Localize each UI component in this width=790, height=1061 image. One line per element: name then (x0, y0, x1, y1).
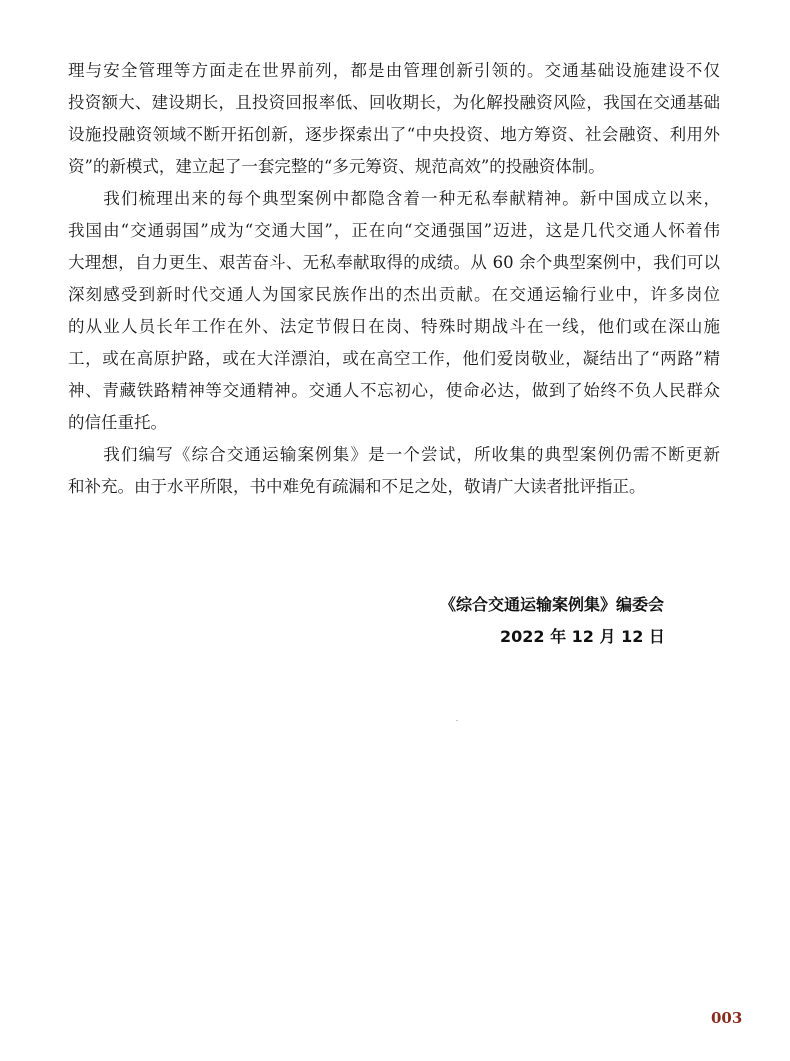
text-line: 我们梳理出来的每个典型案例中都隐含着一种无私奉献精神。新中国成立以来， (68, 189, 720, 208)
text-line: 和补充。由于水平所限，书中难免有疏漏和不足之处，敬请广大读者批评指正。 (68, 477, 646, 496)
scan-speck (456, 720, 458, 721)
text-line: 理与安全管理等方面走在世界前列，都是由管理创新引领的。交通基础设施建设不仅 (68, 61, 720, 80)
paragraph-2 (68, 183, 720, 439)
text-line: 的从业人员长年工作在外、法定节假日在岗、特殊时期战斗在一线，他们或在深山施 (68, 317, 720, 336)
text-line: 神、青藏铁路精神等交通精神。交通人不忘初心，使命必达，做到了始终不负人民群众 (68, 381, 720, 400)
signature-organization: 《综合交通运输案例集》编委会 (440, 595, 665, 614)
text-line: 深刻感受到新时代交通人为国家民族作出的杰出贡献。在交通运输行业中，许多岗位 (68, 285, 720, 304)
paragraph-3 (68, 439, 720, 503)
text-line: 工，或在高原护路，或在大洋漂泊，或在高空工作，他们爱岗敬业，凝结出了“两路”精 (68, 349, 720, 368)
page-number: 003 (711, 1009, 743, 1027)
signature-date: 2022 年 12 月 12 日 (500, 627, 665, 646)
text-line: 投资额大、建设期长，且投资回报率低、回收期长，为化解投融资风险，我国在交通基础 (68, 93, 720, 112)
preface-body (68, 55, 720, 503)
text-line: 大理想，自力更生、艰苦奋斗、无私奉献取得的成绩。从 60 余个典型案例中，我们可以 (68, 253, 720, 272)
paragraph-1 (68, 55, 720, 183)
text-line: 资”的新模式，建立起了一套完整的“多元筹资、规范高效”的投融资体制。 (68, 157, 605, 176)
text-line: 的信任重托。 (68, 413, 167, 432)
text-line: 设施投融资领域不断开拓创新，逐步探索出了“中央投资、地方筹资、社会融资、利用外 (68, 125, 720, 144)
text-line: 我国由“交通弱国”成为“交通大国”，正在向“交通强国”迈进，这是几代交通人怀着伟 (68, 221, 720, 240)
text-line: 我们编写《综合交通运输案例集》是一个尝试，所收集的典型案例仍需不断更新 (68, 445, 720, 464)
